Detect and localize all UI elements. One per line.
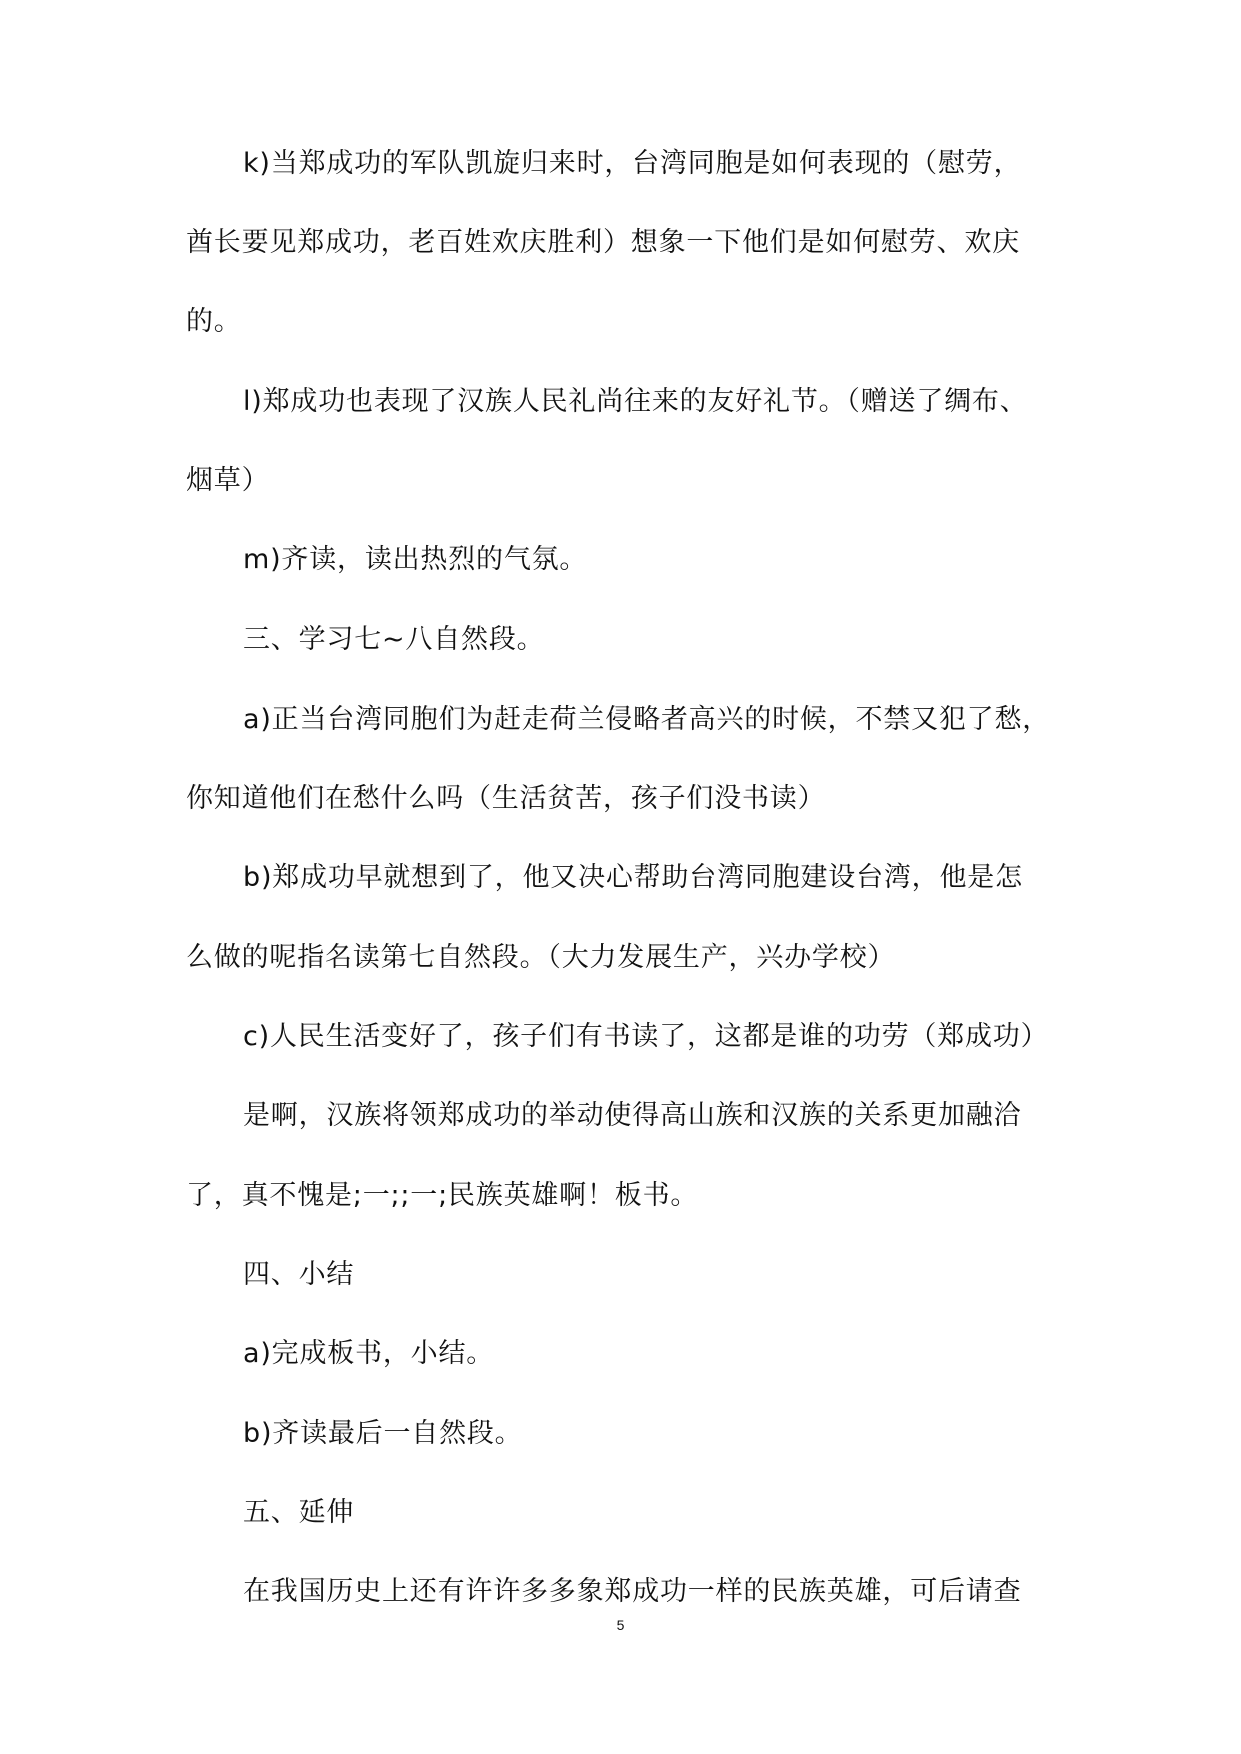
section-heading: 四、小结 <box>243 1259 355 1290</box>
text-line: b)齐读最后一自然段。 <box>243 1418 523 1449</box>
text-line: 你知道他们在愁什么吗（生活贫苦，孩子们没书读） <box>186 783 826 814</box>
section-heading: 三、学习七~八自然段。 <box>243 624 545 655</box>
text-line: m)齐读，读出热烈的气氛。 <box>243 544 588 575</box>
text-line: 在我国历史上还有许许多多象郑成功一样的民族英雄，可后请查 <box>243 1576 1022 1607</box>
text-line: a)完成板书，小结。 <box>243 1338 495 1369</box>
text-line: b)郑成功早就想到了，他又决心帮助台湾同胞建设台湾，他是怎 <box>243 862 1023 893</box>
text-line: a)正当台湾同胞们为赶走荷兰侵略者高兴的时候，不禁又犯了愁， <box>243 704 1051 735</box>
text-line: l)郑成功也表现了汉族人民礼尚往来的友好礼节。（赠送了绸布、 <box>243 386 1028 417</box>
text-line: 是啊，汉族将领郑成功的举动使得高山族和汉族的关系更加融洽 <box>243 1100 1022 1131</box>
text-line: 了，真不愧是;一;;一;民族英雄啊！板书。 <box>186 1180 699 1211</box>
text-line: 酋长要见郑成功，老百姓欢庆胜利）想象一下他们是如何慰劳、欢庆 <box>186 227 1020 258</box>
page-number: 5 <box>616 1617 625 1633</box>
text-line: 么做的呢指名读第七自然段。（大力发展生产，兴办学校） <box>186 942 896 973</box>
text-line: 的。 <box>186 306 242 337</box>
text-line: k)当郑成功的军队凯旋归来时，台湾同胞是如何表现的（慰劳， <box>243 148 1022 179</box>
text-line: c)人民生活变好了，孩子们有书读了，这都是谁的功劳（郑成功） <box>243 1021 1049 1052</box>
text-line: 烟草） <box>186 465 270 496</box>
section-heading: 五、延伸 <box>243 1497 355 1528</box>
